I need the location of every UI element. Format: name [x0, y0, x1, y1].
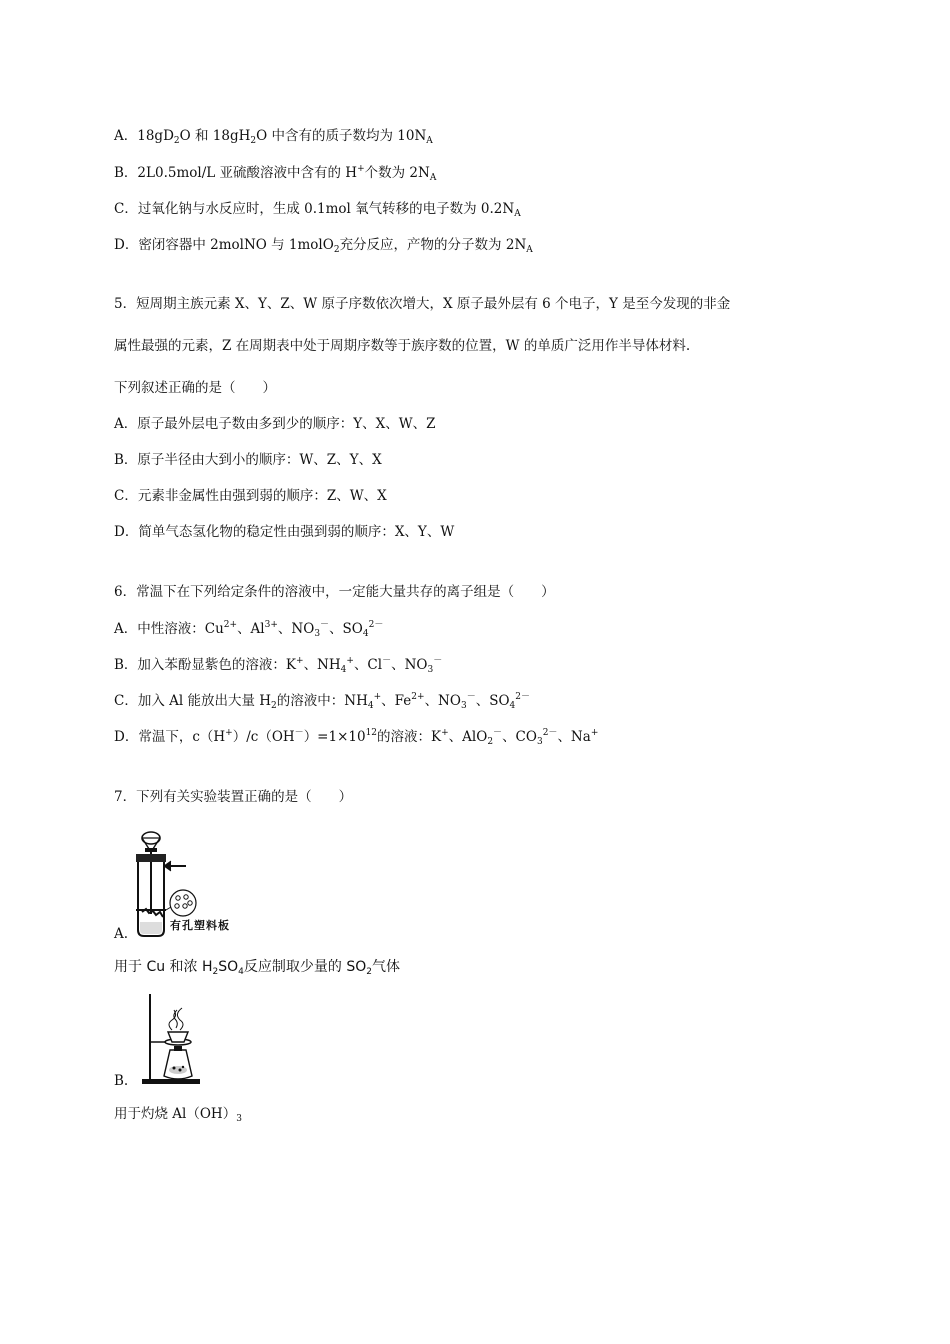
q6-stem: 6．常温下在下列给定条件的溶液中，一定能大量共存的离子组是（ ）	[114, 584, 555, 600]
q5-option-b: B．原子半径由大到小的顺序：W、Z、Y、X	[114, 452, 382, 468]
q4-option-c: C．过氧化钠与水反应时，生成 0.1mol 氧气转移的电子数为 $0.2N_A$	[114, 201, 521, 219]
q4-option-b: B．2L0.5mol/L 亚硫酸溶液中含有的 H+个数为 $2N_A$	[114, 164, 437, 183]
q7-option-b-desc: 用于灼烧 $Al(OH)_3$	[114, 1106, 242, 1124]
q5-stem-line2: 属性最强的元素，Z 在周期表中处于周期序数等于族序数的位置，W 的单质广泛用作半导体材料.	[114, 338, 691, 354]
q6-option-d: D．常温下，$c(H^+)/c(OH^-)=1\times 10^{12}$的溶液：K+、AlO$_2$－、$CO_3^{2-}$、Na+	[114, 728, 599, 747]
q5-option-d: D．简单气态氢化物的稳定性由强到弱的顺序：X、Y、W	[114, 524, 455, 540]
q5-stem-line1: 5．短周期主族元素 X、Y、Z、W 原子序数依次增大，X 原子最外层有 6 个电子，Y 是至今发现的非金	[114, 296, 731, 312]
q6-option-b: B．加入苯酚显紫色的溶液：K+、$NH_4^+$、Cl－、$NO_3^-$	[114, 656, 443, 675]
q6-option-c: C．加入 Al 能放出大量 $H_2$的溶液中：$NH_4^+$、$Fe^{2+}$、$NO_3^-$、$SO_4^{2-}$	[114, 692, 530, 711]
q7-option-a-desc: 用于 Cu 和浓 $H_2SO_4$反应制取少量的 $SO_2$气体	[114, 959, 400, 977]
apparatus-b-figure	[136, 990, 206, 1086]
q5-option-c: C．元素非金属性由强到弱的顺序：Z、W、X	[114, 488, 387, 504]
q7-option-a-label: A.	[114, 926, 129, 942]
apparatus-a-caption: 有孔塑料板	[170, 919, 230, 932]
crucible-heating-diagram	[136, 990, 206, 1086]
q4-option-d: D．密闭容器中 2molNO 与 1molO$_2$充分反应，产物的分子数为 $2N_A$	[114, 237, 533, 255]
q4-option-a: A．$18gD_2O$ 和 $18gH_2O$ 中含有的质子数均为 $10N_A$	[114, 128, 433, 146]
q5-stem-line3: 下列叙述正确的是（ ）	[114, 380, 276, 396]
q7-stem: 7．下列有关实验装置正确的是（ ）	[114, 789, 353, 805]
q7-option-b-label: B.	[114, 1073, 129, 1089]
q6-option-a: A．中性溶液：$Cu^{2+}$、$Al^{3+}$、$NO_3^-$、$SO_4^{2-}$	[114, 620, 384, 639]
q5-option-a: A．原子最外层电子数由多到少的顺序：Y、X、W、Z	[114, 416, 436, 432]
